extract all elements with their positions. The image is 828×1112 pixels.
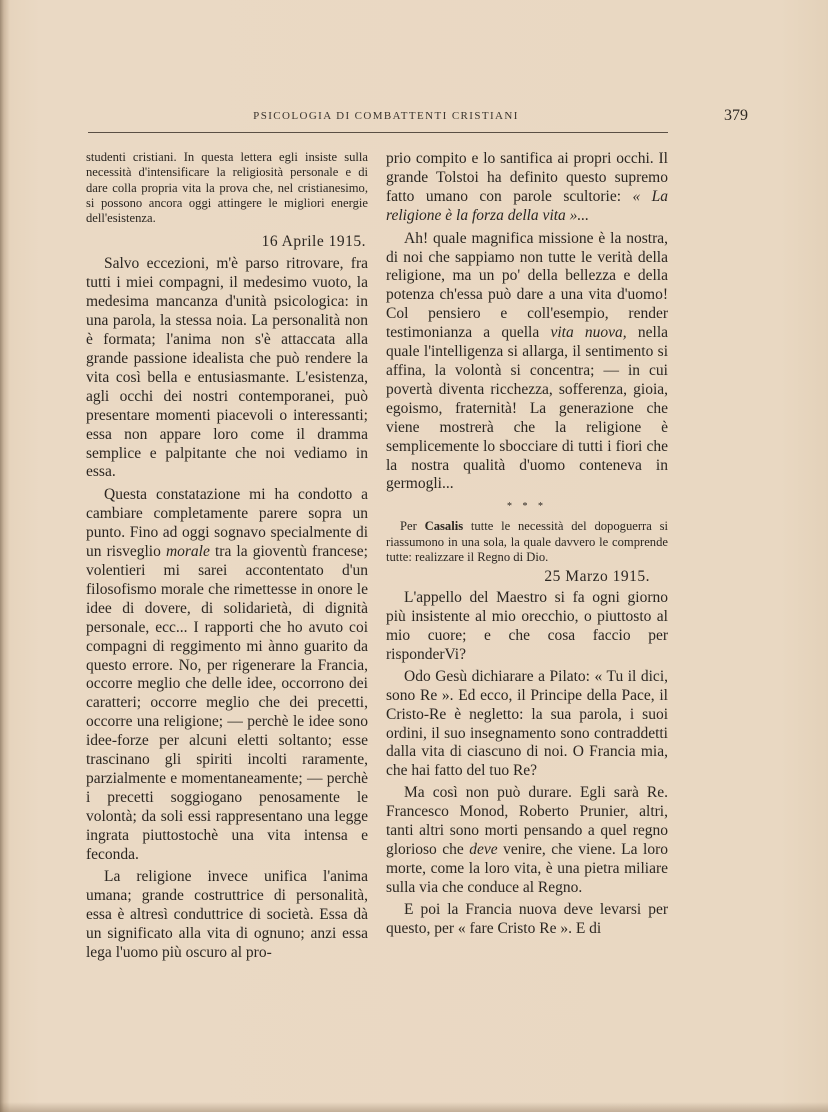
emphasis: deve — [469, 840, 498, 858]
page-header — [88, 107, 748, 130]
text-run: Questa constatazione mi ha condotto a cambiare completamente parere sopra un punto. Fino ad oggi sognavo specialmente di un risveglio — [86, 486, 368, 561]
name-emphasis: Casalis — [424, 519, 464, 534]
running-title: PSICOLOGIA DI COMBATTENTI CRISTIANI — [253, 110, 519, 122]
paragraph — [86, 486, 368, 864]
text-run: Ah! quale magnifica missione è la nostra, di noi che sappiamo non tutte le verità della religione, ma un po' della bellezza e della potenza ch'essa può dare a una vita d'uomo! Col pensiero e coll'esempio, render testimonianza a quella — [386, 229, 668, 342]
text-run: Ma così non può durare. Egli sarà Re. Francesco Monod, Roberto Prunier, altri, tanti altri sono morti pensando a quel regno glorioso che — [386, 784, 668, 858]
header-rule — [88, 132, 668, 133]
intro-paragraph: studenti cristiani. In questa lettera egli insiste sulla necessità d'intensificare la religiosità personale e di dare colla propria vita la prova che, nel cristianesimo, si possono ancora oggi attingere le migliori energie dell'esistenza. — [86, 150, 368, 226]
intro-note — [386, 519, 668, 565]
section-separator: * * * — [507, 501, 547, 513]
text-run: nella quale l'intelligenza si allarga, il sentimento si affina, la volontà si concentra; — in cui povertà diventa ricchezza, sofferenza, gioia, egoismo, fraternità! La generazione che viene mostrerà che la religione è semplicemente lo sbocciare di tutti i fiori che la nostra qualità d'uomo conteneva in germogli... — [386, 324, 669, 493]
letter-date: 25 Marzo 1915. — [544, 568, 650, 586]
paragraph: La religione invece unifica l'anima umana; grande costruttrice di personalità, essa è altresì conduttrice di società. Essa dà un significato alla vita di ognuno; anzi essa lega l'uomo più oscuro al pro- — [86, 868, 368, 962]
page-number: 379 — [724, 107, 748, 124]
text-run: Per — [400, 519, 425, 534]
left-column — [86, 150, 368, 963]
paragraph — [386, 784, 668, 897]
paragraph: Odo Gesù dichiarare a Pilato: « Tu il dici, sono Re ». Ed ecco, il Principe della Pace, il Cristo-Re è negletto: la sua parola, i suoi ordini, il suo insegnamento sono contraddetti dalla vita di ciascuno di noi. O Francia mia, che hai fatto del tuo Re? — [386, 667, 668, 780]
emphasis: vita nuova, — [550, 324, 627, 342]
page-edge — [0, 1102, 828, 1112]
paragraph: E poi la Francia nuova deve levarsi per questo, per « fare Cristo Re ». E di — [386, 900, 668, 937]
text-run: venire, che viene. La loro morte, come la loro vita, è una pietra miliare sulla via che conduce al Regno. — [386, 840, 668, 896]
paragraph — [386, 230, 668, 495]
emphasis: morale — [165, 543, 210, 561]
text-run: tra la gioventù francese; volentieri mi sarei accontentato d'un filosofismo morale che rimettesse in onore le idee di dovere, di solidarietà, di dignità personale, ecc... I rapporti che ho avuto coi compagni di reggimento mi ànno guarito da questo errore. No, per rigenerare la Francia, occorre meglio che delle idee, occorrono dei caratteri; occorre meglio che dei precetti, occorre una religione; — perchè le idee sono idee-forze per alcuni eletti soltanto; esse trascinano gli spiriti incolti raramente, parzialmente e momentaneamente; — perchè i precetti soggiogano penosamente le volontà; da soli essi rappresentano una legge ingrata piuttostochè una vita intensa e feconda. — [86, 543, 368, 863]
text-run: prio compito e lo santifica ai propri occhi. Il grande Tolstoi ha definito questo supremo fatto umano con parole scultorie: — [386, 150, 668, 205]
paragraph: L'appello del Maestro si fa ogni giorno più insistente al mio orecchio, o piuttosto al mio cuore; e che cosa faccio per risponderVi? — [386, 589, 668, 663]
right-column — [386, 150, 668, 939]
text-run: tutte le necessità del dopoguerra si riassumono in una sola, la quale davvero le comprende tutte: realizzare il Regno di Dio. — [386, 519, 669, 564]
paragraph — [386, 150, 668, 226]
paragraph: Salvo eccezioni, m'è parso ritrovare, fra tutti i miei compagni, il medesimo vuoto, la medesima mancanza d'unità psicologica: in una parola, la stessa noia. La personalità non è formata; l'anima non s'è attaccata alla grande passione idealista che può rendere la vita così bella e entusiasmante. L'esistenza, agli occhi dei nostri contemporanei, può presentare momenti piacevoli o interessanti; essa non appare loro come il dramma semplice e palpitante che noi vediamo in essa. — [86, 255, 368, 481]
letter-date: 16 Aprile 1915. — [261, 233, 366, 251]
quote: « La religione è la forza della vita »... — [386, 187, 668, 224]
